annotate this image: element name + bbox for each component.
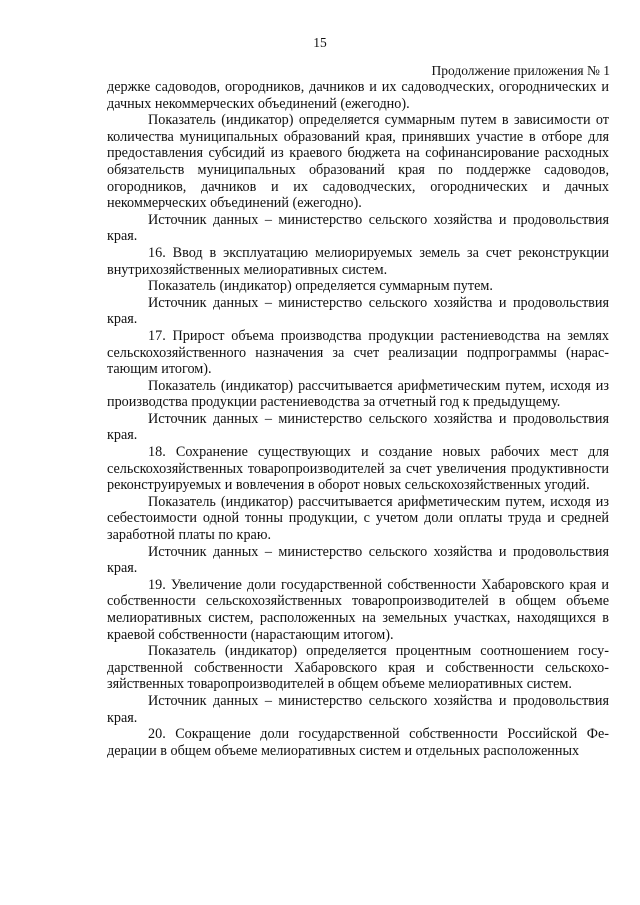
- paragraph: Показатель (индикатор) рассчитывается арифметическим путем, исходя из производства продукции растениеводства за отчетный год к предыдущему.: [107, 377, 609, 411]
- paragraph: 17. Прирост объема производства продукции растениеводства на землях сельскохозяйственного назначения за счет реализации подпрограммы (нарастающим итогом).: [107, 327, 609, 378]
- paragraph: Показатель (индикатор) определяется суммарным путем в зависимости от количества муниципальных образований края, принявших участие в отборе для предоставления субсидий из краевого бюджета на софинансирование расходных обязательств муниципальных образований края по поддержке садоводов, огородников, дачников и их садоводческих, огороднических и дачных некоммерческих объединений (ежегодно).: [107, 112, 609, 212]
- paragraph: 20. Сокращение доли государственной собственности Российской Федерации в общем объеме мелиоративных систем и отдельных расположенных: [107, 726, 609, 759]
- paragraph: Источник данных – министерство сельского хозяйства и продовольствия края.: [107, 692, 609, 726]
- paragraph: 18. Сохранение существующих и создание новых рабочих мест для сельскохозяйственных товаропроизводителей за счет увеличения продуктивности реконструируемых и вовлечения в оборот новых сельскохозяйственных угодий.: [107, 444, 609, 494]
- paragraph: Источник данных – министерство сельского хозяйства и продовольствия края.: [107, 410, 609, 444]
- paragraph: Показатель (индикатор) определяется процентным соотношением государственной собственности Хабаровского края и собственности сельскохозяйственных товаропроизводителей в общем объеме мелиоративных систем.: [107, 643, 609, 693]
- paragraph: Источник данных – министерство сельского хозяйства и продовольствия края.: [107, 294, 609, 328]
- paragraph: Источник данных – министерство сельского хозяйства и продовольствия края.: [107, 211, 609, 245]
- paragraph: 16. Ввод в эксплуатацию мелиорируемых земель за счет реконструкции внутрихозяйственных мелиоративных систем.: [107, 244, 609, 278]
- paragraph: 19. Увеличение доли государственной собственности Хабаровского края и собственности сельскохозяйственных товаропроизводителей в общем объеме мелиоративных систем, расположенных на земельных участках, находящихся в краевой собственности (нарастающим итогом).: [107, 576, 609, 643]
- paragraph: держке садоводов, огородников, дачников и их садоводческих, огороднических и дачных некоммерческих объединений (ежегодно).: [107, 79, 609, 112]
- appendix-continuation-note: Продолжение приложения № 1: [431, 63, 610, 78]
- paragraph: Показатель (индикатор) определяется суммарным путем.: [148, 278, 493, 295]
- document-body: [107, 79, 609, 759]
- paragraph: Источник данных – министерство сельского хозяйства и продовольствия края.: [107, 543, 609, 577]
- page-number: 15: [313, 35, 327, 50]
- paragraph: Показатель (индикатор) рассчитывается арифметическим путем, исходя из себестоимости одной тонны продукции, с учетом доли оплаты труда и средней заработной платы по краю.: [107, 493, 609, 544]
